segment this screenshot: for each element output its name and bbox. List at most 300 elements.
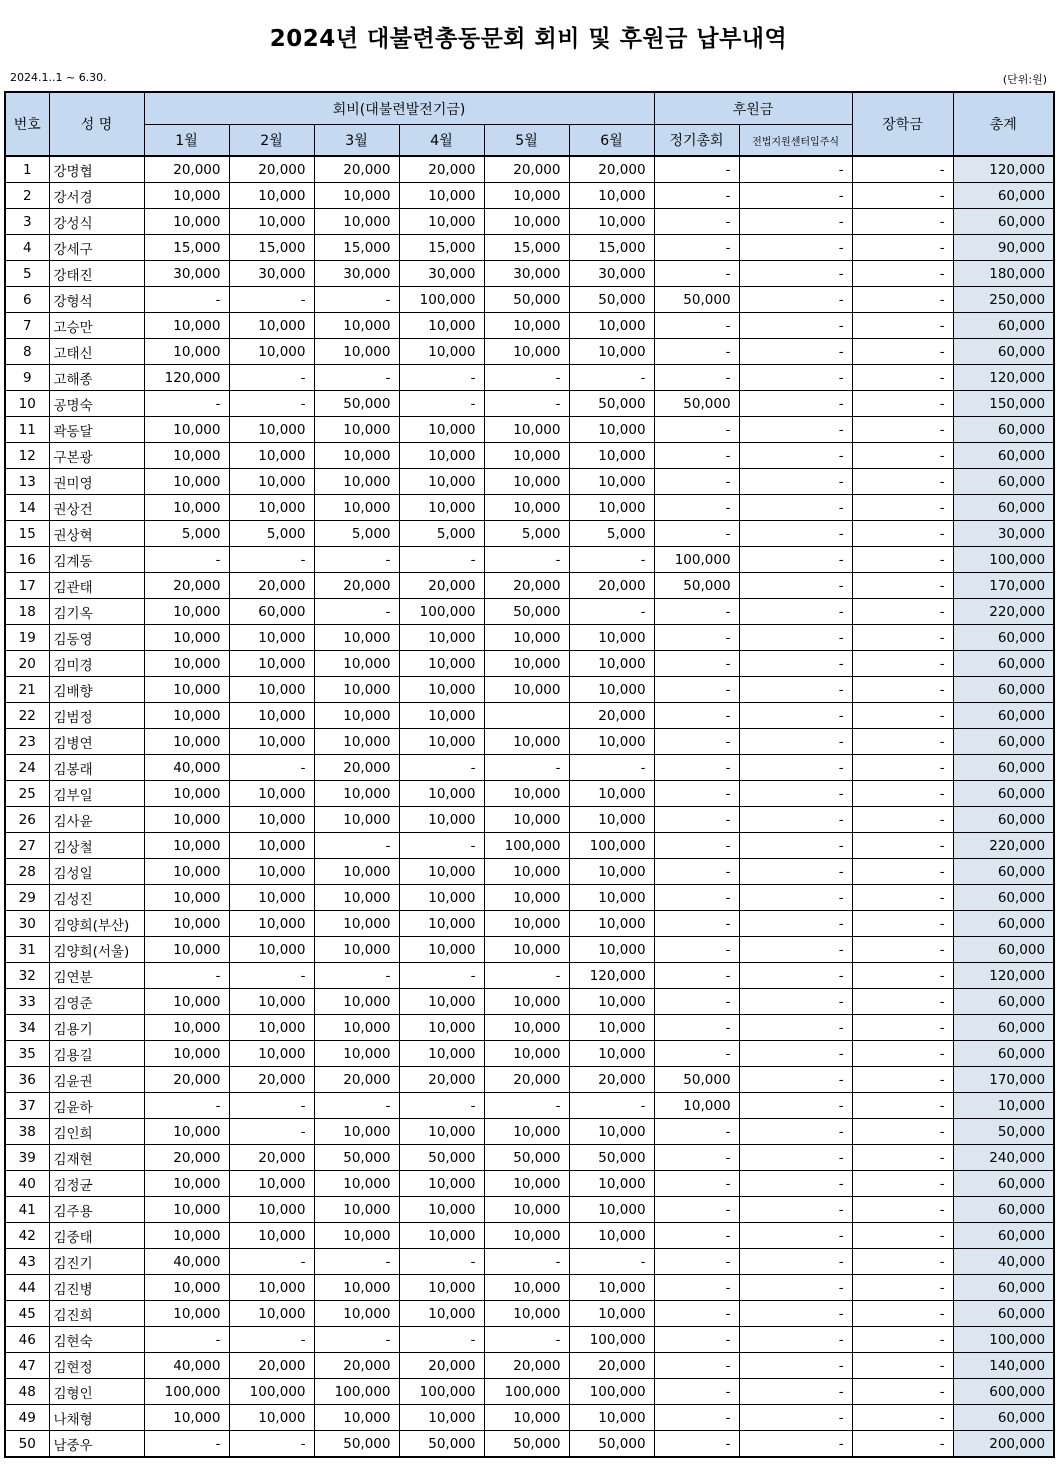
row-month-cell: 10,000	[144, 1015, 229, 1041]
row-month-cell: 10,000	[399, 1171, 484, 1197]
row-name-cell: 김계동	[49, 547, 144, 573]
row-month-cell: 10,000	[144, 781, 229, 807]
table-row	[5, 1119, 1054, 1145]
row-month-cell: 10,000	[229, 1015, 314, 1041]
row-scholarship-cell: -	[852, 729, 953, 755]
row-no-cell: 41	[5, 1197, 49, 1223]
table-row	[5, 443, 1054, 469]
row-donation-regular-cell: -	[654, 625, 739, 651]
table-row	[5, 1275, 1054, 1301]
row-total-cell: 60,000	[953, 703, 1054, 729]
row-month-cell: 10,000	[229, 469, 314, 495]
row-donation-center-cell: -	[739, 1327, 852, 1353]
table-row	[5, 1301, 1054, 1327]
row-donation-center-cell: -	[739, 1093, 852, 1119]
row-month-cell: 10,000	[314, 1041, 399, 1067]
table-row	[5, 1327, 1054, 1353]
row-name-cell: 김윤하	[49, 1093, 144, 1119]
row-month-cell: 10,000	[314, 703, 399, 729]
table-header	[5, 92, 1054, 156]
row-month-cell: 20,000	[484, 1067, 569, 1093]
row-month-cell: -	[229, 1431, 314, 1458]
row-name-cell: 김부일	[49, 781, 144, 807]
row-no-cell: 36	[5, 1067, 49, 1093]
row-name-cell: 권상건	[49, 495, 144, 521]
row-donation-regular-cell: -	[654, 1197, 739, 1223]
row-month-cell: -	[484, 365, 569, 391]
row-month-cell: 10,000	[399, 1119, 484, 1145]
row-donation-regular-cell: -	[654, 1119, 739, 1145]
row-donation-regular-cell: -	[654, 1015, 739, 1041]
row-total-cell: 50,000	[953, 1119, 1054, 1145]
row-total-cell: 60,000	[953, 937, 1054, 963]
row-month-cell: 10,000	[399, 183, 484, 209]
row-month-cell: 10,000	[314, 495, 399, 521]
row-month-cell: 10,000	[399, 911, 484, 937]
row-no-cell: 38	[5, 1119, 49, 1145]
row-month-cell: 10,000	[569, 209, 654, 235]
table-row	[5, 989, 1054, 1015]
table-row	[5, 1353, 1054, 1379]
row-month-cell: 20,000	[229, 1353, 314, 1379]
row-month-cell: 10,000	[229, 807, 314, 833]
row-month-cell: 10,000	[144, 807, 229, 833]
table-row	[5, 781, 1054, 807]
row-no-cell: 4	[5, 235, 49, 261]
row-total-cell: 60,000	[953, 911, 1054, 937]
row-no-cell: 28	[5, 859, 49, 885]
row-month-cell: 10,000	[569, 807, 654, 833]
row-no-cell: 43	[5, 1249, 49, 1275]
row-donation-center-cell: -	[739, 1015, 852, 1041]
row-month-cell: -	[229, 547, 314, 573]
row-month-cell: 10,000	[144, 599, 229, 625]
row-donation-regular-cell: -	[654, 677, 739, 703]
row-total-cell: 60,000	[953, 495, 1054, 521]
row-scholarship-cell: -	[852, 1353, 953, 1379]
row-month-cell: 10,000	[484, 1301, 569, 1327]
row-donation-center-cell: -	[739, 729, 852, 755]
row-month-cell: 10,000	[229, 1405, 314, 1431]
row-name-cell: 김인희	[49, 1119, 144, 1145]
row-scholarship-cell: -	[852, 1171, 953, 1197]
header-total: 총계	[953, 92, 1054, 156]
table-row	[5, 1015, 1054, 1041]
row-month-cell: 10,000	[484, 859, 569, 885]
row-month-cell: 10,000	[314, 1405, 399, 1431]
row-month-cell: 20,000	[484, 573, 569, 599]
row-donation-regular-cell: -	[654, 755, 739, 781]
row-total-cell: 120,000	[953, 156, 1054, 183]
table-row	[5, 1067, 1054, 1093]
row-month-cell: 10,000	[229, 651, 314, 677]
row-total-cell: 40,000	[953, 1249, 1054, 1275]
row-month-cell: 10,000	[484, 1275, 569, 1301]
row-month-cell: 10,000	[484, 183, 569, 209]
row-name-cell: 김봉래	[49, 755, 144, 781]
row-month-cell: 10,000	[144, 989, 229, 1015]
row-donation-center-cell: -	[739, 989, 852, 1015]
row-month-cell: -	[229, 1119, 314, 1145]
row-donation-regular-cell: -	[654, 807, 739, 833]
page-title: 2024년 대불련총동문회 회비 및 후원금 납부내역	[269, 26, 788, 52]
row-month-cell: 10,000	[229, 989, 314, 1015]
row-month-cell: -	[484, 1249, 569, 1275]
row-month-cell: 10,000	[229, 1275, 314, 1301]
row-donation-regular-cell: 100,000	[654, 547, 739, 573]
row-month-cell: 5,000	[314, 521, 399, 547]
row-month-cell: 20,000	[569, 1067, 654, 1093]
row-month-cell: 10,000	[569, 313, 654, 339]
row-scholarship-cell: -	[852, 703, 953, 729]
row-month-cell: 100,000	[569, 833, 654, 859]
row-total-cell: 90,000	[953, 235, 1054, 261]
table-row	[5, 599, 1054, 625]
row-no-cell: 37	[5, 1093, 49, 1119]
table-row	[5, 547, 1054, 573]
row-donation-center-cell: -	[739, 287, 852, 313]
row-donation-regular-cell: -	[654, 443, 739, 469]
row-donation-regular-cell: -	[654, 1327, 739, 1353]
row-month-cell: 20,000	[144, 1145, 229, 1171]
table-row	[5, 313, 1054, 339]
row-donation-center-cell: -	[739, 1145, 852, 1171]
row-month-cell: 10,000	[314, 781, 399, 807]
row-month-cell: -	[484, 547, 569, 573]
row-total-cell: 100,000	[953, 1327, 1054, 1353]
row-month-cell: 10,000	[144, 937, 229, 963]
row-month-cell: -	[484, 755, 569, 781]
row-donation-regular-cell: -	[654, 989, 739, 1015]
row-donation-center-cell: -	[739, 573, 852, 599]
row-month-cell: -	[144, 1431, 229, 1458]
header-donation-regular: 정기총회	[654, 125, 739, 157]
table-row	[5, 521, 1054, 547]
row-donation-center-cell: -	[739, 1171, 852, 1197]
table-row	[5, 391, 1054, 417]
row-month-cell: -	[399, 1249, 484, 1275]
table-row	[5, 911, 1054, 937]
row-no-cell: 26	[5, 807, 49, 833]
row-donation-regular-cell: -	[654, 183, 739, 209]
row-total-cell: 600,000	[953, 1379, 1054, 1405]
row-month-cell: 10,000	[314, 469, 399, 495]
row-month-cell: 10,000	[484, 807, 569, 833]
row-month-cell: -	[399, 547, 484, 573]
row-no-cell: 2	[5, 183, 49, 209]
row-total-cell: 60,000	[953, 1301, 1054, 1327]
row-month-cell: 5,000	[399, 521, 484, 547]
table-row	[5, 261, 1054, 287]
table-row	[5, 1405, 1054, 1431]
row-month-cell: 10,000	[569, 443, 654, 469]
row-month-cell: 10,000	[314, 1275, 399, 1301]
row-month-cell: 10,000	[144, 443, 229, 469]
row-month-cell: 10,000	[229, 911, 314, 937]
row-month-cell: 10,000	[569, 1301, 654, 1327]
row-month-cell: 50,000	[484, 1145, 569, 1171]
row-month-cell: 20,000	[399, 1353, 484, 1379]
row-scholarship-cell: -	[852, 261, 953, 287]
row-no-cell: 18	[5, 599, 49, 625]
row-donation-center-cell: -	[739, 261, 852, 287]
row-scholarship-cell: -	[852, 911, 953, 937]
row-no-cell: 15	[5, 521, 49, 547]
row-scholarship-cell: -	[852, 1379, 953, 1405]
row-scholarship-cell: -	[852, 313, 953, 339]
row-no-cell: 7	[5, 313, 49, 339]
row-month-cell: 10,000	[399, 469, 484, 495]
row-month-cell: 10,000	[314, 911, 399, 937]
row-donation-center-cell: -	[739, 417, 852, 443]
row-no-cell: 11	[5, 417, 49, 443]
row-month-cell: -	[569, 1249, 654, 1275]
row-month-cell: 50,000	[569, 287, 654, 313]
row-no-cell: 45	[5, 1301, 49, 1327]
row-month-cell: 10,000	[144, 313, 229, 339]
row-month-cell: 10,000	[144, 885, 229, 911]
row-name-cell: 김미경	[49, 651, 144, 677]
row-no-cell: 6	[5, 287, 49, 313]
row-scholarship-cell: -	[852, 651, 953, 677]
row-month-cell: 20,000	[314, 573, 399, 599]
row-month-cell: 10,000	[144, 703, 229, 729]
row-month-cell: 15,000	[144, 235, 229, 261]
row-month-cell: 10,000	[229, 1223, 314, 1249]
row-name-cell: 권상혁	[49, 521, 144, 547]
row-total-cell: 150,000	[953, 391, 1054, 417]
row-month-cell: 10,000	[399, 859, 484, 885]
row-month-cell: 10,000	[229, 625, 314, 651]
row-month-cell: 20,000	[569, 156, 654, 183]
row-scholarship-cell: -	[852, 1093, 953, 1119]
row-month-cell: 15,000	[399, 235, 484, 261]
row-donation-regular-cell: -	[654, 885, 739, 911]
row-name-cell: 김성일	[49, 859, 144, 885]
row-month-cell: 10,000	[484, 677, 569, 703]
row-donation-center-cell: -	[739, 833, 852, 859]
row-donation-regular-cell: -	[654, 1145, 739, 1171]
row-donation-regular-cell: -	[654, 833, 739, 859]
row-no-cell: 5	[5, 261, 49, 287]
row-month-cell: 10,000	[144, 1171, 229, 1197]
row-month-cell: 10,000	[314, 1015, 399, 1041]
row-month-cell: 10,000	[399, 1197, 484, 1223]
row-month-cell: -	[399, 365, 484, 391]
row-month-cell: -	[229, 1327, 314, 1353]
row-no-cell: 13	[5, 469, 49, 495]
row-donation-center-cell: -	[739, 1353, 852, 1379]
row-name-cell: 김동영	[49, 625, 144, 651]
header-month: 6월	[569, 125, 654, 157]
row-month-cell: 10,000	[229, 1171, 314, 1197]
row-month-cell: 10,000	[314, 339, 399, 365]
row-month-cell: 100,000	[229, 1379, 314, 1405]
row-month-cell: -	[314, 963, 399, 989]
row-total-cell: 60,000	[953, 339, 1054, 365]
row-donation-center-cell: -	[739, 1197, 852, 1223]
row-month-cell: 100,000	[569, 1379, 654, 1405]
row-donation-center-cell: -	[739, 599, 852, 625]
row-total-cell: 60,000	[953, 417, 1054, 443]
row-no-cell: 24	[5, 755, 49, 781]
table-row	[5, 235, 1054, 261]
row-no-cell: 40	[5, 1171, 49, 1197]
row-no-cell: 42	[5, 1223, 49, 1249]
row-no-cell: 9	[5, 365, 49, 391]
row-name-cell: 김중태	[49, 1223, 144, 1249]
row-donation-regular-cell: -	[654, 599, 739, 625]
row-no-cell: 22	[5, 703, 49, 729]
row-name-cell: 김진병	[49, 1275, 144, 1301]
header-month: 1월	[144, 125, 229, 157]
row-scholarship-cell: -	[852, 1197, 953, 1223]
row-month-cell: 5,000	[569, 521, 654, 547]
row-month-cell: 5,000	[484, 521, 569, 547]
row-month-cell: 20,000	[314, 1353, 399, 1379]
row-month-cell: 20,000	[229, 1145, 314, 1171]
row-month-cell: 10,000	[144, 1197, 229, 1223]
row-no-cell: 29	[5, 885, 49, 911]
row-name-cell: 김진기	[49, 1249, 144, 1275]
row-month-cell: 10,000	[314, 859, 399, 885]
row-month-cell: 10,000	[569, 1171, 654, 1197]
row-name-cell: 김배향	[49, 677, 144, 703]
row-month-cell: 10,000	[569, 183, 654, 209]
row-no-cell: 1	[5, 156, 49, 183]
table-row	[5, 1379, 1054, 1405]
row-donation-center-cell: -	[739, 391, 852, 417]
row-month-cell: 50,000	[314, 1145, 399, 1171]
row-month-cell: 10,000	[144, 1301, 229, 1327]
row-donation-regular-cell: 10,000	[654, 1093, 739, 1119]
row-month-cell: -	[229, 963, 314, 989]
row-month-cell: 10,000	[569, 1015, 654, 1041]
row-total-cell: 220,000	[953, 599, 1054, 625]
row-name-cell: 강세구	[49, 235, 144, 261]
row-month-cell: 50,000	[484, 287, 569, 313]
row-month-cell: 30,000	[484, 261, 569, 287]
row-scholarship-cell: -	[852, 1275, 953, 1301]
row-scholarship-cell: -	[852, 859, 953, 885]
row-name-cell: 김주용	[49, 1197, 144, 1223]
row-no-cell: 27	[5, 833, 49, 859]
row-donation-regular-cell: -	[654, 1171, 739, 1197]
row-no-cell: 21	[5, 677, 49, 703]
row-month-cell: 20,000	[144, 1067, 229, 1093]
row-no-cell: 44	[5, 1275, 49, 1301]
row-month-cell: 10,000	[484, 911, 569, 937]
row-month-cell: 100,000	[484, 1379, 569, 1405]
row-total-cell: 60,000	[953, 781, 1054, 807]
table-row	[5, 729, 1054, 755]
row-donation-center-cell: -	[739, 807, 852, 833]
table-row	[5, 625, 1054, 651]
row-donation-center-cell: -	[739, 885, 852, 911]
row-month-cell: 10,000	[399, 1223, 484, 1249]
row-month-cell: 10,000	[569, 677, 654, 703]
row-total-cell: 240,000	[953, 1145, 1054, 1171]
row-month-cell: -	[399, 1327, 484, 1353]
row-month-cell: 10,000	[569, 495, 654, 521]
row-month-cell: 10,000	[399, 313, 484, 339]
row-month-cell: 10,000	[144, 625, 229, 651]
row-total-cell: 60,000	[953, 729, 1054, 755]
row-donation-center-cell: -	[739, 1431, 852, 1458]
row-total-cell: 170,000	[953, 1067, 1054, 1093]
table-row	[5, 1041, 1054, 1067]
row-total-cell: 60,000	[953, 651, 1054, 677]
row-month-cell: -	[399, 391, 484, 417]
row-month-cell: 10,000	[314, 417, 399, 443]
row-name-cell: 남중우	[49, 1431, 144, 1458]
row-month-cell: 20,000	[484, 1353, 569, 1379]
row-total-cell: 60,000	[953, 469, 1054, 495]
row-donation-center-cell: -	[739, 859, 852, 885]
row-name-cell: 김정균	[49, 1171, 144, 1197]
row-name-cell: 곽동달	[49, 417, 144, 443]
row-month-cell: -	[399, 1093, 484, 1119]
row-month-cell: 10,000	[484, 1119, 569, 1145]
row-name-cell: 강명협	[49, 156, 144, 183]
table-row	[5, 1223, 1054, 1249]
row-month-cell: 10,000	[144, 677, 229, 703]
row-month-cell: 10,000	[314, 1301, 399, 1327]
row-month-cell: 10,000	[144, 209, 229, 235]
row-scholarship-cell: -	[852, 547, 953, 573]
row-month-cell: 10,000	[569, 1119, 654, 1145]
row-name-cell: 김범정	[49, 703, 144, 729]
row-donation-center-cell: -	[739, 183, 852, 209]
row-donation-regular-cell: -	[654, 1379, 739, 1405]
row-donation-regular-cell: -	[654, 417, 739, 443]
row-month-cell: 10,000	[399, 885, 484, 911]
row-month-cell: 10,000	[229, 209, 314, 235]
payment-table	[4, 91, 1055, 1458]
table-row	[5, 651, 1054, 677]
row-month-cell: 30,000	[229, 261, 314, 287]
row-month-cell: 100,000	[399, 1379, 484, 1405]
row-scholarship-cell: -	[852, 339, 953, 365]
row-total-cell: 120,000	[953, 963, 1054, 989]
row-donation-regular-cell: -	[654, 339, 739, 365]
row-total-cell: 30,000	[953, 521, 1054, 547]
unit-label: (단위:원)	[1002, 73, 1047, 86]
row-name-cell: 강성식	[49, 209, 144, 235]
row-month-cell: 10,000	[569, 781, 654, 807]
row-month-cell: 50,000	[399, 1145, 484, 1171]
row-month-cell: 10,000	[144, 469, 229, 495]
table-row	[5, 1431, 1054, 1458]
row-month-cell: 10,000	[484, 1223, 569, 1249]
row-month-cell: 20,000	[569, 1353, 654, 1379]
row-name-cell: 강서경	[49, 183, 144, 209]
row-month-cell: 10,000	[569, 1275, 654, 1301]
row-donation-center-cell: -	[739, 1119, 852, 1145]
row-total-cell: 100,000	[953, 547, 1054, 573]
row-total-cell: 60,000	[953, 1405, 1054, 1431]
row-month-cell: 50,000	[484, 599, 569, 625]
row-month-cell: 10,000	[484, 443, 569, 469]
row-month-cell: 10,000	[229, 339, 314, 365]
row-scholarship-cell: -	[852, 235, 953, 261]
row-month-cell: 10,000	[399, 339, 484, 365]
row-scholarship-cell: -	[852, 417, 953, 443]
row-month-cell: 50,000	[399, 1431, 484, 1458]
row-donation-regular-cell: -	[654, 1405, 739, 1431]
table-row	[5, 963, 1054, 989]
row-donation-regular-cell: -	[654, 703, 739, 729]
